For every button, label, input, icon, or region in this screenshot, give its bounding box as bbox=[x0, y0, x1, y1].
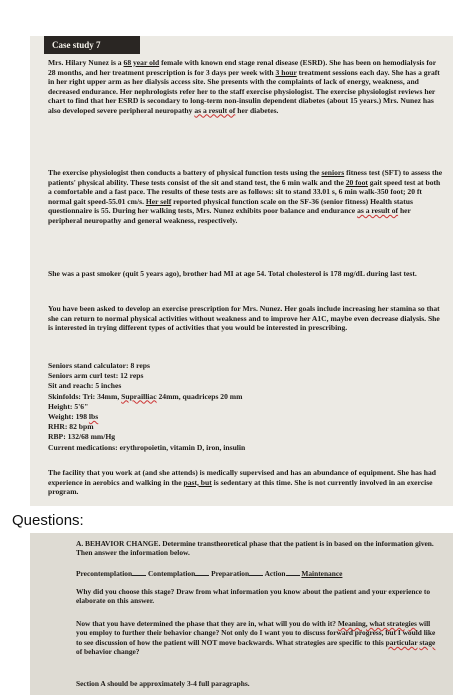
text: particular bbox=[385, 637, 418, 647]
text: Weight: 198 bbox=[48, 412, 89, 422]
text: 20 foot bbox=[345, 177, 368, 187]
text: stage bbox=[419, 637, 436, 647]
patient-stats-list bbox=[48, 361, 444, 453]
stage-options bbox=[76, 569, 436, 578]
stand-test-stat: Seniors stand calculator: 8 reps bbox=[48, 361, 150, 370]
text: as a result of bbox=[357, 206, 399, 215]
case-study-header: Case study 7 bbox=[44, 36, 140, 54]
questions-photo bbox=[30, 533, 453, 695]
text: The exercise physiologist then conducts a battery of physical function tests using the bbox=[48, 168, 322, 177]
text: past, but bbox=[183, 477, 212, 487]
skinfolds-stat: Skinfolds: Tri: 34mm, Suprailliac 24mm, quadriceps 20 mm bbox=[48, 391, 243, 401]
stage-preparation: Preparation bbox=[211, 569, 250, 578]
text: treatment sessions each day. She has a graft in her right upper arm as her dialysis access site. She presents with the complaints of lack of energy, weakness, and decreased endurance. Her nephrologists refer her to the staff exercise physiologist. The exercise physiologist reviews her chart to find that her ESRD is secondary to long-term non-insulin dependent diabetes (about 15 years.) Mrs. Nunez has also developed severe peripheral neuropathy bbox=[48, 67, 440, 115]
text: gait speed test at both a comfortable and a fast pace. The results of these tests are as follows: sit to stand 33.01 s, 6 min walk-350 foot; 20 ft normal gait speed-55.01 cm/s. bbox=[48, 177, 441, 206]
text: as a result of bbox=[194, 105, 236, 115]
patient-history-paragraph bbox=[48, 58, 444, 115]
text: Now that you have determined the phase that they are in, what will you do with it? bbox=[76, 619, 338, 628]
fitness-test-paragraph bbox=[48, 168, 444, 225]
text: The facility that you work at (and she attends) is medically supervised and has an abundance of equipment. She has had experience in aerobics and walking in the bbox=[48, 468, 436, 487]
facility-paragraph bbox=[48, 468, 444, 497]
sit-reach-stat: Sit and reach: 5 inches bbox=[48, 381, 122, 391]
text: fitness test (SFT) to assess the patients' physical ability. These tests consist of the sit and stand test, the 6 min walk and the bbox=[48, 168, 443, 187]
text: seniors bbox=[321, 168, 345, 177]
section-length-note: Section A should be approximately 3-4 full paragraphs. bbox=[76, 679, 250, 688]
text: 68 year old bbox=[123, 58, 160, 67]
text: 3 hour bbox=[275, 67, 297, 77]
text: reported physical function scale on the SF-36 (senior fitness) Health status questionnaire is 55. During her walking tests, Mrs. Nunez exhibits poor balance and endurance bbox=[48, 196, 413, 215]
text: lbs bbox=[88, 412, 99, 422]
text: of behavior change? bbox=[76, 647, 140, 657]
text: will you employ to further their behavior change? Not only do I want you to discuss forward progress, but I would like to see discussion of how the patient will NOT move backwards. What strategies are specific to this bbox=[76, 619, 436, 647]
stage-precontemplation: Precontemplation bbox=[76, 569, 133, 578]
rhr-stat: RHR: 82 bpm bbox=[48, 422, 94, 432]
why-question: Why did you choose this stage? Draw from what information you know about the patient and your experience to elaborate on this answer. bbox=[76, 587, 431, 606]
medications-stat: Current medications: erythropoietin, vitamin D, iron, insulin bbox=[48, 442, 246, 452]
prescription-goals-paragraph: You have been asked to develop an exercise prescription for Mrs. Nunez. Her goals include increasing her stamina so that she can return to normal physical activities without weakness and to improve her A1C, maybe even decrease dialysis. She is interested in trying different types of activities that you would be interested in prescribing. bbox=[48, 304, 440, 332]
strategies-question bbox=[76, 619, 436, 657]
text: Mrs. Hilary Nunez is a bbox=[48, 58, 124, 67]
stage-contemplation: Contemplation bbox=[147, 569, 196, 578]
smoking-history-paragraph: She was a past smoker (quit 5 years ago), brother had MI at age 54. Total cholesterol is 178 mg/dL during last test. bbox=[48, 269, 417, 278]
questions-heading: Questions: bbox=[12, 512, 84, 529]
text: Meaning, what strategies bbox=[337, 619, 417, 628]
case-study-photo bbox=[30, 36, 453, 506]
text: female with known end stage renal disease (ESRD). She has been on hemodialysis for 28 months, and her treatment prescription is for 3 days per week with bbox=[48, 58, 436, 77]
weight-stat bbox=[48, 412, 444, 422]
height-stat: Height: 5'6" bbox=[48, 401, 89, 411]
stage-maintenance: Maintenance bbox=[301, 569, 343, 578]
arm-curl-stat: Seniors arm curl test: 12 reps bbox=[48, 371, 144, 381]
text: is sedentary at this time. She is not currently involved in an exercise program. bbox=[48, 477, 433, 496]
text: Skinfolds: Tri: 34mm bbox=[48, 391, 118, 401]
text: her diabetes. bbox=[235, 105, 279, 115]
text: her peripheral neuropathy and general weakness, respectively. bbox=[48, 206, 411, 225]
text: 24mm, quadriceps 20 mm bbox=[156, 391, 243, 401]
section-a-title: A. BEHAVIOR CHANGE. Determine transtheoretical phase that the patient is in based on the information given. Then answer the information below. bbox=[76, 539, 434, 558]
stage-action: Action bbox=[264, 569, 286, 578]
text: Suprailliac bbox=[121, 391, 157, 401]
rbp-stat: RBP: 132/68 mm/Hg bbox=[48, 432, 116, 442]
text: Her self bbox=[145, 196, 172, 206]
